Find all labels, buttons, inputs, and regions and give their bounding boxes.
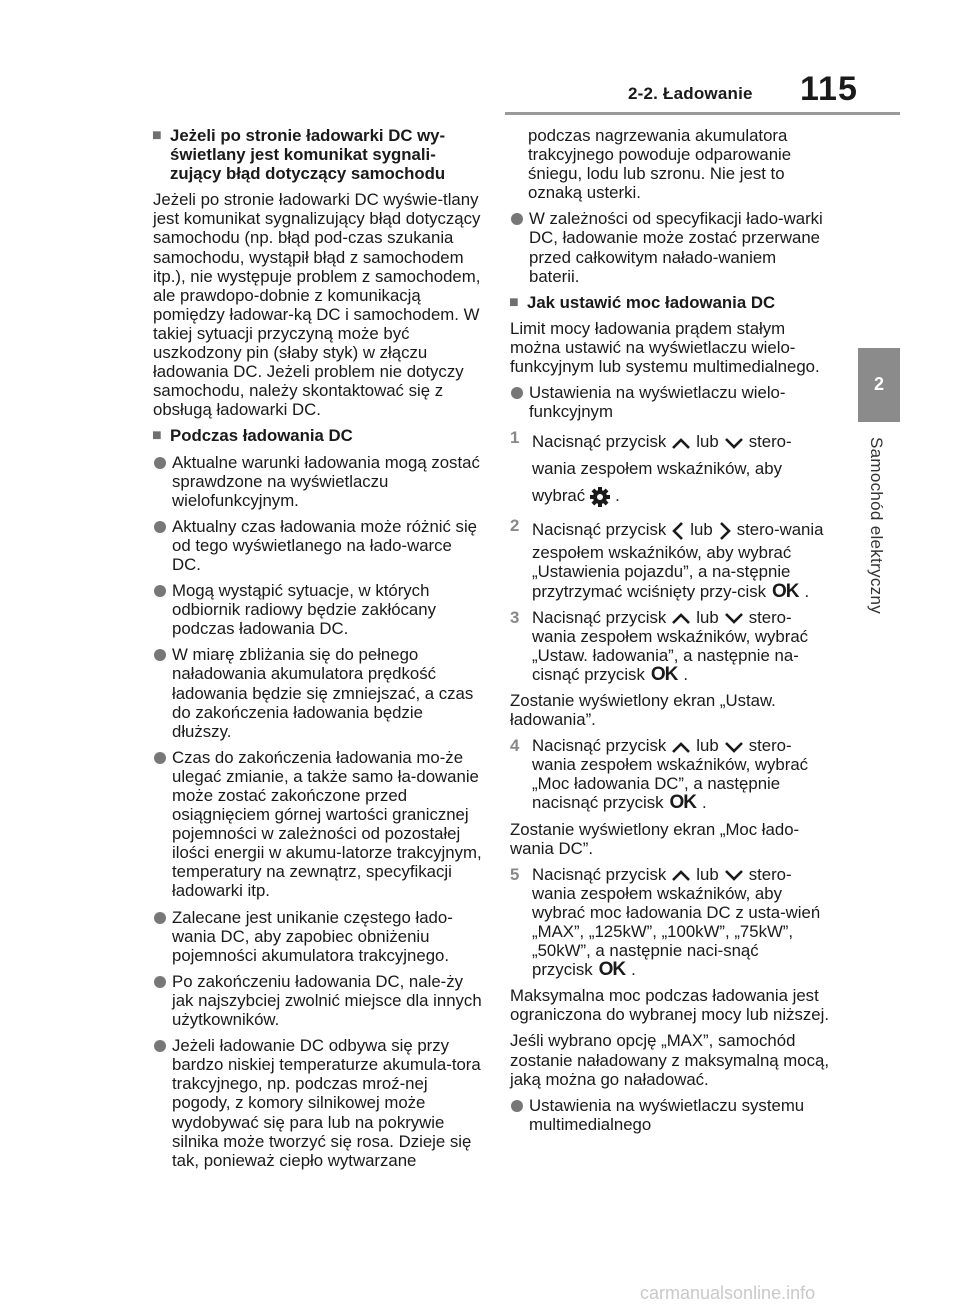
right-column	[510, 126, 830, 1141]
chapter-tab	[858, 348, 900, 422]
step-text-a: Nacisnąć przycisk	[532, 432, 667, 452]
list-item	[153, 908, 483, 965]
step-text-b: stero-wania zespołem wskaźników, wybrać „Ustaw. ładowania”, a następnie na-cisnąć przycisk	[532, 607, 809, 684]
bullet-dot-icon	[511, 1100, 523, 1112]
step-number: 2	[510, 516, 520, 536]
list-item-text: W miarę zbliżania się do pełnego naładowania akumulatora prędkość ładowania będzie się zmniejszać, a czas do zakończenia ładowania będzie dłuższy.	[172, 645, 474, 741]
list-item-text: Zalecane jest unikanie częstego łado-wania DC, aby zapobiec obniżeniu pojemności akumulatora trakcyjnego.	[172, 907, 453, 965]
section-heading	[153, 426, 483, 445]
list-item-text: Czas do zakończenia ładowania mo-że ulegać zmianie, a także samo ła-dowanie może zostać zakończone przed osiągnięciem górnej wartości granicznej pojemności w zależności od pozostałej ilości energii w akumu-latorze trakcyjnym, temperatury na zewnątrz, specyfikacji ładowarki itp.	[172, 747, 482, 901]
step-text-end: .	[615, 486, 620, 506]
step-number: 5	[510, 864, 520, 884]
step-text-or: lub	[696, 432, 719, 452]
chapter-number: 2	[873, 374, 884, 394]
step-text-a: Nacisnąć przycisk	[532, 607, 667, 627]
list-item-text: Jeżeli ładowanie DC odbywa się przy bardzo niskiej temperaturze akumula-tora trakcyjnego, np. podczas mroź-nej pogody, z komory silnikowej może wydobywać się para lub na pokrywie silnika może tworzyć się rosa. Dzieje się tak, ponieważ ciepło wytwarzane	[172, 1036, 481, 1170]
bullet-dot-icon	[154, 752, 166, 764]
step-text-b: stero-wania zespołem wskaźników, aby wybrać	[532, 432, 792, 506]
list-item-text: Aktualny czas ładowania może różnić się od tego wyświetlanego na łado-warce DC.	[172, 516, 478, 574]
step-text-or: lub	[696, 736, 719, 756]
heading-text: Podczas ładowania DC	[170, 426, 353, 446]
step-number: 4	[510, 736, 520, 756]
square-bullet-icon: ■	[509, 293, 519, 311]
list-item	[153, 453, 483, 510]
step-text-or: lub	[696, 864, 719, 884]
section-title: 2-2. Ładowanie	[628, 84, 753, 103]
down-chevron-icon	[723, 868, 745, 882]
page-number: 115	[800, 70, 858, 108]
list-item	[153, 645, 483, 740]
heading-text: Jeżeli po stronie ładowarki DC wy-świetlany jest komunikat sygnali-zujący błąd dotyczący samochodu	[170, 126, 446, 184]
down-chevron-icon	[723, 436, 745, 450]
step-text-or: lub	[690, 520, 713, 540]
chapter-title: Samochód elektryczny	[867, 437, 886, 615]
step-number: 3	[510, 607, 520, 627]
ok-button-icon: OK	[669, 792, 696, 814]
ok-button-icon: OK	[598, 959, 626, 981]
bullet-dot-icon	[154, 649, 166, 661]
step-text-end: .	[631, 960, 636, 980]
step-3	[510, 608, 830, 684]
up-chevron-icon	[670, 611, 692, 625]
step-text-a: Nacisnąć przycisk	[532, 864, 667, 884]
list-item-text: Ustawienia na wyświetlaczu wielo-funkcyjnym	[529, 383, 786, 422]
step-text-end: .	[683, 664, 689, 684]
list-item	[153, 972, 483, 1029]
step-4	[510, 736, 830, 812]
ok-button-icon: OK	[650, 663, 678, 685]
bullet-dot-icon	[154, 585, 166, 597]
heading-text: Jak ustawić moc ładowania DC	[527, 292, 776, 312]
section-heading	[510, 293, 830, 312]
list-item-text: Aktualne warunki ładowania mogą zostać sprawdzone na wyświetlaczu wielofunkcyjnym.	[172, 452, 480, 510]
bullet-dot-icon	[154, 912, 166, 924]
list-item	[510, 383, 830, 421]
square-bullet-icon: ■	[152, 427, 162, 445]
paragraph-continued: podczas nagrzewania akumulatora trakcyjnego powoduje odparowanie śniegu, lodu lub szronu. Nie jest to oznaką usterki.	[528, 126, 792, 203]
step-text-a: Nacisnąć przycisk	[532, 520, 667, 540]
paragraph: Zostanie wyświetlony ekran „Ustaw. ładowania”.	[510, 690, 776, 730]
step-text-end: .	[702, 793, 707, 813]
step-text	[532, 865, 830, 980]
step-text	[532, 516, 830, 600]
right-chevron-icon	[717, 520, 733, 542]
step-text	[532, 736, 830, 812]
ok-button-icon: OK	[772, 580, 799, 602]
square-bullet-icon: ■	[152, 127, 162, 144]
up-chevron-icon	[670, 740, 692, 754]
bullet-dot-icon	[511, 213, 523, 225]
step-text-b: stero-wania zespołem wskaźników, aby wybrać moc ładowania DC z usta-wień „MAX”, „125kW”, „100kW”, „75kW”, „50kW”, a następnie naci-snąć przycisk	[532, 864, 821, 980]
step-text-end: .	[804, 581, 810, 601]
list-item-text: Ustawienia na wyświetlaczu systemu multimedialnego	[529, 1095, 805, 1134]
paragraph: Zostanie wyświetlony ekran „Moc łado-wania DC”.	[510, 819, 800, 858]
step-text-b: stero-wania zespołem wskaźników, wybrać „Moc ładowania DC”, a następnie nacisnąć przycisk	[532, 736, 809, 813]
list-item	[510, 209, 830, 285]
down-chevron-icon	[723, 611, 745, 625]
watermark: carmanualsonline.info	[640, 1283, 816, 1303]
list-item	[510, 1096, 830, 1134]
list-item	[153, 581, 483, 638]
paragraph: Maksymalna moc podczas ładowania jest ograniczona do wybranej mocy lub niższej.	[510, 986, 830, 1025]
step-5	[510, 865, 830, 980]
step-text-or: lub	[696, 607, 719, 627]
up-chevron-icon	[670, 868, 692, 882]
bullet-dot-icon	[511, 387, 523, 399]
list-item-text: Po zakończeniu ładowania DC, nale-ży jak najszybciej zwolnić miejsce dla innych użytkowników.	[172, 971, 482, 1030]
list-item-text: W zależności od specyfikacji łado-warki DC, ładowanie może zostać przerwane przed całkowitym nałado-waniem baterii.	[529, 209, 823, 286]
header-rule	[505, 112, 900, 115]
section-heading	[153, 126, 483, 183]
step-2	[510, 516, 830, 600]
step-text-a: Nacisnąć przycisk	[532, 736, 667, 756]
gear-icon	[589, 486, 611, 508]
left-column	[153, 126, 483, 1177]
down-chevron-icon	[723, 740, 745, 754]
paragraph: Limit mocy ładowania prądem stałym można ustawić na wyświetlaczu wielo-funkcyjnym lub systemu multimedialnego.	[510, 318, 820, 377]
bullet-dot-icon	[154, 521, 166, 533]
up-chevron-icon	[670, 436, 692, 450]
list-item	[153, 1036, 483, 1170]
step-text	[532, 608, 830, 684]
step-number: 1	[510, 428, 520, 448]
step-text-b: stero-wania zespołem wskaźników, aby wybrać „Ustawienia pojazdu”, a na-stępnie przytrzymać wciśnięty przy-cisk	[532, 520, 824, 601]
bullet-dot-icon	[154, 976, 166, 988]
step-text	[532, 428, 830, 509]
list-item	[153, 748, 483, 901]
paragraph: Jeżeli po stronie ładowarki DC wyświe-tlany jest komunikat sygnalizujący błąd dotyczący samochodu (np. błąd pod-czas szukania samochodu, wystąpił błąd z samochodem itp.), nie występuje problem z samochodem, ale prawdopo-dobnie z komunikacją pomiędzy ładowar-ką DC i samochodem. W takiej sytuacji przyczyną może być uszkodzony pin (słaby styk) w złączu ładowania DC. Jeżeli problem nie dotyczy samochodu, należy skontaktować się z obsługą ładowarki DC.	[153, 190, 481, 420]
paragraph: Jeśli wybrano opcję „MAX”, samochód zostanie naładowany z maksymalną mocą, jaką można go naładować.	[510, 1031, 829, 1089]
bullet-dot-icon	[154, 457, 166, 469]
list-item	[153, 517, 483, 574]
step-1	[510, 428, 830, 509]
left-chevron-icon	[670, 520, 686, 542]
bullet-dot-icon	[154, 1040, 166, 1052]
list-item-text: Mogą wystąpić sytuacje, w których odbiornik radiowy będzie zakłócany podczas ładowania DC.	[172, 581, 436, 639]
